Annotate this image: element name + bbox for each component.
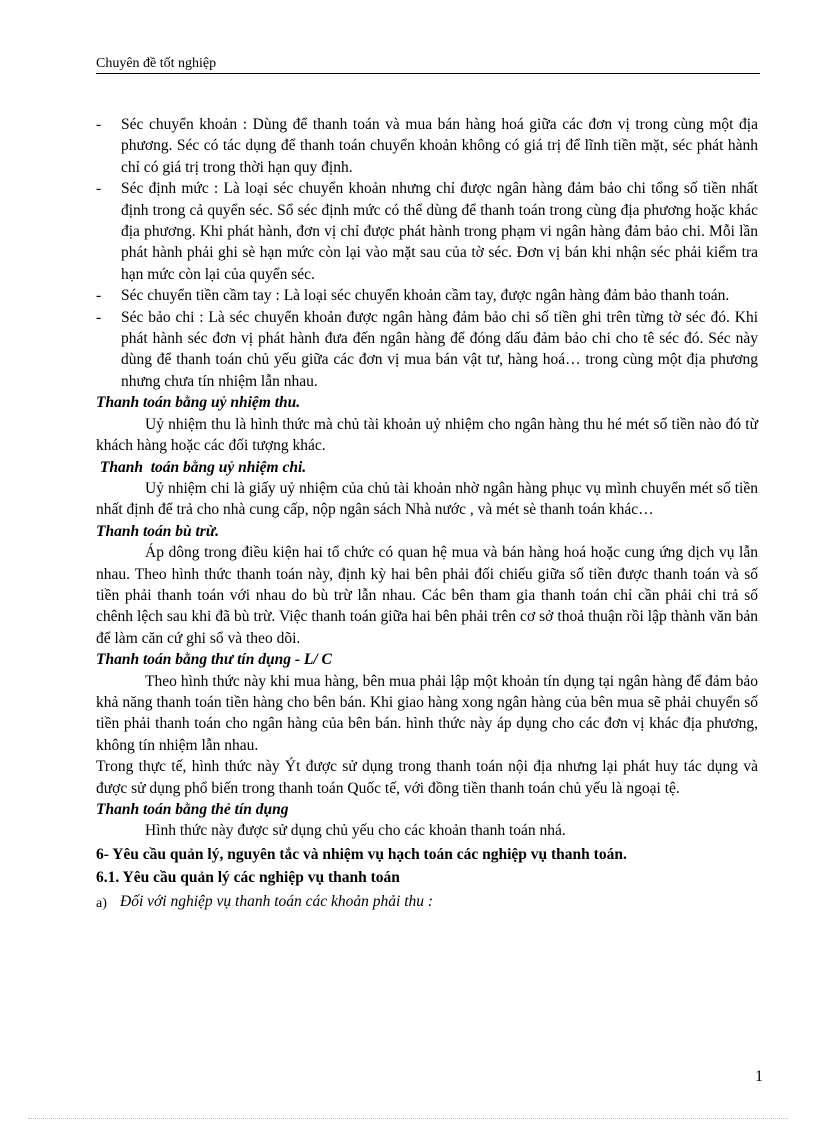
section-6-heading: 6- Yêu cầu quản lý, nguyên tắc và nhiệm vụ hạch toán các nghiệp vụ thanh toán. xyxy=(96,845,627,863)
page-header xyxy=(96,56,760,74)
list-item-a-text: Đối với nghiệp vụ thanh toán các khoản phải thu : xyxy=(120,892,434,910)
bullet-item-sec-chuyen-tien xyxy=(96,285,758,306)
bullet-text: Séc bảo chi : Là séc chuyển khoản được ngân hàng đảm bảo chi số tiền ghi trên từng tờ séc đó. Khi phát hành séc đơn vị phát hành đưa đến ngân hàng để đóng dấu đảm bảo chi cho tê séc đó. Séc này dùng để thanh toán chủ yếu giữa các đơn vị mua bán vật tư, hàng hoá… trong cùng một địa phương nhưng chưa tín nhiệm lẫn nhau. xyxy=(121,308,758,390)
paragraph-uy-nhiem-thu: Uỷ nhiệm thu là hình thức mà chủ tài khoản uỷ nhiệm cho ngân hàng thu hé mét số tiền nào đó từ khách hàng hoặc các đối tượng khác. xyxy=(96,415,758,455)
bullet-dash: - xyxy=(96,180,102,198)
paragraph-bu-tru: Áp dông trong điều kiện hai tổ chức có quan hệ mua và bán hàng hoá hoặc cung ứng dịch vụ lẫn nhau. Theo hình thức thanh toán này, định kỳ hai bên phải đối chiếu giữa số tiền được thanh toán và số tiền phải thanh toán với nhau do bù trừ lẫn nhau. Các bên tham gia thanh toán chỉ cần phải chi trả số chênh lệch sau khi đã bù trừ. Việc thanh toán giữa hai bên phải trên cơ sở thoả thuận rồi lập thành văn bản để làm căn cứ ghi sổ và theo dõi. xyxy=(96,544,758,647)
heading-bu-tru: Thanh toán bù trừ. xyxy=(96,522,220,540)
bullet-item-sec-dinh-muc xyxy=(96,178,758,285)
paragraph-thu-tin-dung-extra: Trong thực tế, hình thức này Ýt được sử dụng trong thanh toán nội địa nhưng lại phát huy tác dụng và được sử dụng phổ biến trong thanh toán Quốc tế, với đồng tiền thanh toán chủ yếu là ngoại tệ. xyxy=(96,758,758,797)
list-item-a xyxy=(96,891,758,912)
paragraph-the-tin-dung: Hình thức này được sử dụng chủ yếu cho các khoản thanh toán nhá. xyxy=(145,822,566,840)
paragraph-thu-tin-dung: Theo hình thức này khi mua hàng, bên mua phải lập một khoản tín dụng tại ngân hàng để đảm bảo khả năng thanh toán tiền hàng cho bên bán. Khi giao hàng xong ngân hàng của bên mua sẽ phải chuyển số tiền phải thanh toán cho ngân hàng của bên bán. hình thức này áp dụng cho các đơn vị khác địa phương, không tín nhiệm lẫn nhau. xyxy=(96,672,758,754)
bullet-dash: - xyxy=(96,116,102,133)
page-number: 1 xyxy=(755,1068,763,1085)
bullet-text: Séc định mức : Là loại séc chuyển khoản nhưng chỉ được ngân hàng đảm bảo chi tổng số tiền nhất định trong cả quyển séc. Sổ séc định mức có thể dùng để thanh toán trong cùng địa phương hoặc khác địa phương. Khi phát hành, đơn vị chỉ được phát hành trong phạm vi ngân hàng đảm bảo chi. Mỗi lần phát hành phải ghi sè hạn mức còn lại vào mặt sau của tờ séc. Đơn vị bán khi nhận séc phải kiểm tra hạn mức còn lại của quyển séc. xyxy=(121,180,758,283)
section-6-1-heading: 6.1. Yêu cầu quản lý các nghiệp vụ thanh toán xyxy=(96,869,400,887)
heading-thu-tin-dung: Thanh toán bằng thư tín dụng - L/ C xyxy=(96,651,332,669)
bullet-dash: - xyxy=(96,308,102,326)
heading-uy-nhiem-thu: Thanh toán bằng uỷ nhiệm thu. xyxy=(96,394,301,412)
bullet-text: Séc chuyển tiền cầm tay : Là loại séc chuyển khoản cầm tay, được ngân hàng đảm bảo thanh toán. xyxy=(121,287,730,305)
bullet-dash: - xyxy=(96,287,102,305)
paragraph-uy-nhiem-chi: Uỷ nhiệm chi là giấy uỷ nhiệm của chủ tài khoản nhờ ngân hàng phục vụ mình chuyển mét số tiền nhất định để trả cho nhà cung cấp, nộp ngân sách Nhà nước , và mét sè thanh toán khác… xyxy=(96,479,758,519)
heading-uy-nhiem-chi: Thanh toán bằng uỷ nhiệm chi. xyxy=(96,458,307,476)
bullet-text: Séc chuyển khoản : Dùng để thanh toán và mua bán hàng hoá giữa các đơn vị trong cùng một địa phương. Séc có tác dụng để thanh toán chuyển khoản không có giá trị để lĩnh tiền mặt, séc phát hành chỉ có giá trị trong thời hạn quy định. xyxy=(121,116,758,176)
heading-the-tin-dung: Thanh toán bằng thẻ tín dụng xyxy=(96,801,289,818)
document-body xyxy=(96,114,758,912)
list-marker-a: a) xyxy=(96,895,107,911)
page-bottom-divider xyxy=(28,1118,788,1119)
bullet-item-sec-chuyen-khoan xyxy=(96,114,758,178)
bullet-item-sec-bao-chi xyxy=(96,307,758,393)
header-title: Chuyên đề tốt nghiệp xyxy=(96,56,217,71)
